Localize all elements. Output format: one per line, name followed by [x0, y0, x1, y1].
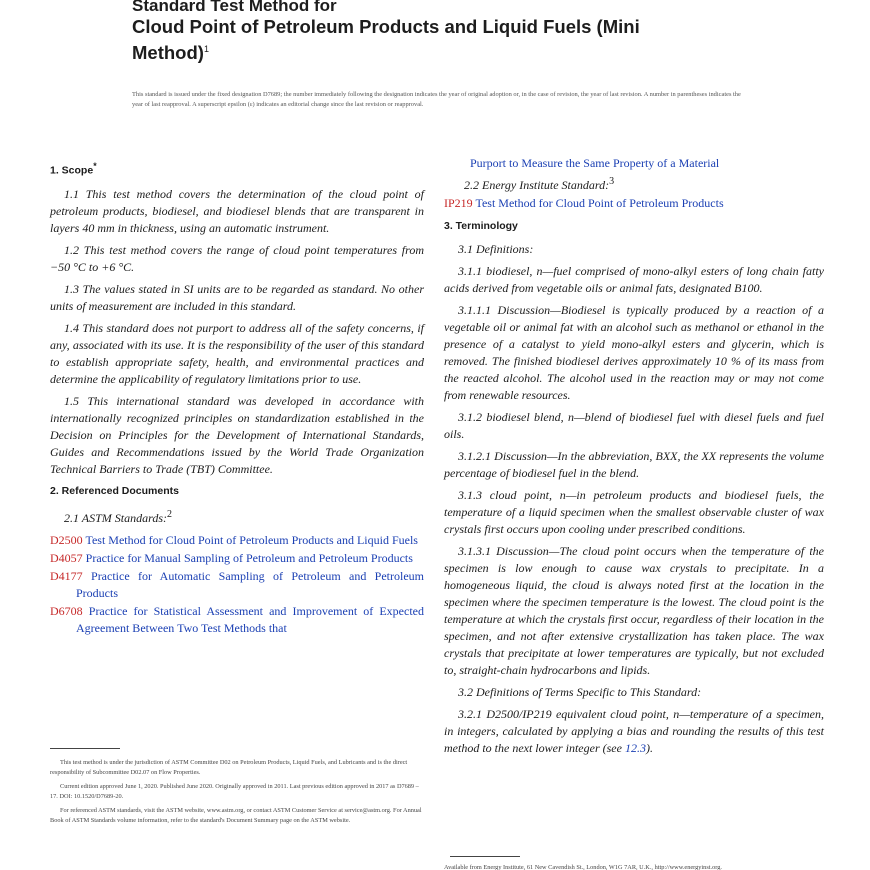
footnote-1: This test method is under the jurisdiction of ASTM Committee D02 on Petroleum Products, Liquid Fuels, and Lubricants and is the direct responsibility of Subcommittee D02.07 on Flow Properties.	[50, 759, 408, 776]
section-heading-scope: 1. Scope*	[50, 161, 97, 177]
right-column	[444, 155, 824, 762]
para-3-1-2-1: 3.1.2.1 Discussion—In the abbreviation, BXX, the XX represents the volume percentage of biodiesel fuel in the blend.	[444, 449, 824, 480]
ref-title[interactable]: Practice for Automatic Sampling of Petroleum and Petroleum Products	[76, 568, 424, 600]
para-3-1-1-1: 3.1.1.1 Discussion—Biodiesel is typically produced by a reaction of a vegetable oil or animal fat with an alcohol such as methanol or ethanol in the presence of a catalyst to yield mono-alkyl esters and glycerin, which is removed. The finished biodiesel derives approximately 10 % of its mass from the reacted alcohol. The alcohol used in the reaction may or may not come from renewable resources.	[444, 303, 824, 402]
footnotes-left	[50, 758, 424, 830]
para-3-2: 3.2 Definitions of Terms Specific to This Standard:	[458, 685, 702, 699]
energy-mark: 3	[609, 176, 615, 187]
para-3-1-1: 3.1.1 biodiesel, n—fuel comprised of mono-alkyl esters of long chain fatty acids derived from vegetable oils or animal fats, designated B100.	[444, 264, 824, 295]
title-line-3: Method)$^1$	[132, 42, 209, 64]
title-line-1: Standard Test Method for	[132, 0, 337, 15]
ref-item[interactable]	[50, 532, 424, 549]
scope-mark: *	[93, 161, 97, 171]
para-3-1-3: 3.1.3 cloud point, n—in petroleum products and biodiesel fuels, the temperature of a liquid specimen when the smallest observable cluster of wax crystals first occurs upon cooling under prescribed conditions.	[444, 488, 824, 536]
title-footnote-mark: 1	[203, 44, 209, 54]
footnote-right: Available from Energy Institute, 61 New Cavendish St., London, W1G 7AR, U.K., http://www.energyinst.org.	[444, 864, 722, 870]
designation-note: This standard is issued under the fixed designation D7689; the number immediately following the designation indicates the year of original adoption or, in the case of revision, the year of last revision. A number in parentheses indicates the year of last reapproval. A superscript epsilon (ε) indicates an editorial change since the last revision or reapproval.	[132, 91, 741, 108]
ref-code[interactable]: D2500	[50, 532, 83, 547]
para-1-5: 1.5 This international standard was developed in accordance with internationally recognized principles on standardization established in the Decision on Principles for the Development of International Standards, Guides and Recommendations issued by the World Trade Organization Technical Barriers to Trade (TBT) Committee.	[50, 393, 424, 476]
ref-code[interactable]: D4177	[50, 568, 83, 583]
ref-code[interactable]: IP219	[444, 196, 473, 210]
footnote-divider-right	[450, 856, 520, 857]
para-1-1: 1.1 This test method covers the determination of the cloud point of petroleum products, biodiesel, and biodiesel blends that are transparent in layers 40 mm in thickness, using an automatic instrument.	[50, 186, 424, 235]
footnote-divider-left	[50, 748, 120, 749]
astm-mark: 2	[167, 508, 173, 520]
para-1-4: 1.4 This standard does not purport to address all of the safety concerns, if any, associated with its use. It is the responsibility of the user of this standard to establish appropriate safety, health, and environmental practices and determine the applicability of regulatory limitations prior to use.	[50, 320, 424, 386]
section-heading-terminology: 3. Terminology	[444, 220, 518, 232]
left-column	[50, 155, 424, 638]
section-link-12-3[interactable]: 12.3	[624, 741, 646, 755]
astm-standards-label: 2.1 ASTM Standards:$^2$	[64, 508, 173, 525]
para-3-1-2: 3.1.2 biodiesel blend, n—blend of biodiesel fuel with diesel fuels and fuel oils.	[444, 410, 824, 441]
para-1-2: 1.2 This test method covers the range of cloud point temperatures from −50 °C to +6 °C.	[50, 242, 424, 274]
title-line-2: Cloud Point of Petroleum Products and Liquid Fuels (Mini	[132, 16, 640, 37]
ref-title[interactable]: Practice for Manual Sampling of Petroleum and Petroleum Products	[85, 550, 413, 565]
ref-item[interactable]	[50, 603, 424, 637]
ref-code[interactable]: D6708	[50, 603, 83, 618]
document-title	[132, 0, 772, 64]
ref-title[interactable]: Practice for Statistical Assessment and Improvement of Expected Agreement Between Two Test Methods that	[76, 603, 424, 635]
para-1-3: 1.3 The values stated in SI units are to be regarded as standard. No other units of measurement are included in this standard.	[50, 281, 424, 313]
para-3-1-3-1: 3.1.3.1 Discussion—The cloud point occurs when the temperature of the specimen is low enough to cause wax crystals to precipitate. In a homogeneous liquid, the cloud is always noted first at the location in the specimen where the specimen temperature is the lowest. The cloud point is the temperature at which the crystals first occur, regardless of their location in the specimen, and not after extensive crystallization has taken place. The wax crystals that precipitate at lower temperatures are typically, but not excluded to, straight-chain hydrocarbons and lipids.	[444, 544, 824, 677]
ref-title[interactable]: Test Method for Cloud Point of Petroleum Products	[475, 196, 724, 210]
ref-code[interactable]: D4057	[50, 550, 83, 565]
ref-item[interactable]	[50, 550, 424, 567]
footnote-3: For referenced ASTM standards, visit the ASTM website, www.astm.org, or contact ASTM Customer Service at service@astm.org. For Annual Book of ASTM Standards volume information, refer to the standard's Document Summary page on the ASTM website.	[50, 807, 422, 824]
footnote-2: Current edition approved June 1, 2020. Published June 2020. Originally approved in 2011. Last previous edition approved in 2017 as D7689 – 17. DOI: 10.1520/D7689-20.	[50, 783, 419, 800]
section-heading-referenced-documents: 2. Referenced Documents	[50, 484, 179, 497]
energy-institute-label: 2.2 Energy Institute Standard:$^3$	[464, 176, 615, 192]
ref-item[interactable]	[50, 568, 424, 602]
ref-item-ip219[interactable]	[444, 195, 824, 212]
ref-title[interactable]: Test Method for Cloud Point of Petroleum Products and Liquid Fuels	[85, 532, 418, 547]
para-3-2-1: 3.2.1 D2500/IP219 equivalent cloud point, n—temperature of a specimen, in integers, calculated by applying a bias and rounding the results of this test method to the next lower integer (see 12.3).	[444, 707, 824, 755]
ref-continuation[interactable]: Purport to Measure the Same Property of a Material	[470, 156, 720, 170]
para-3-1: 3.1 Definitions:	[458, 242, 534, 256]
